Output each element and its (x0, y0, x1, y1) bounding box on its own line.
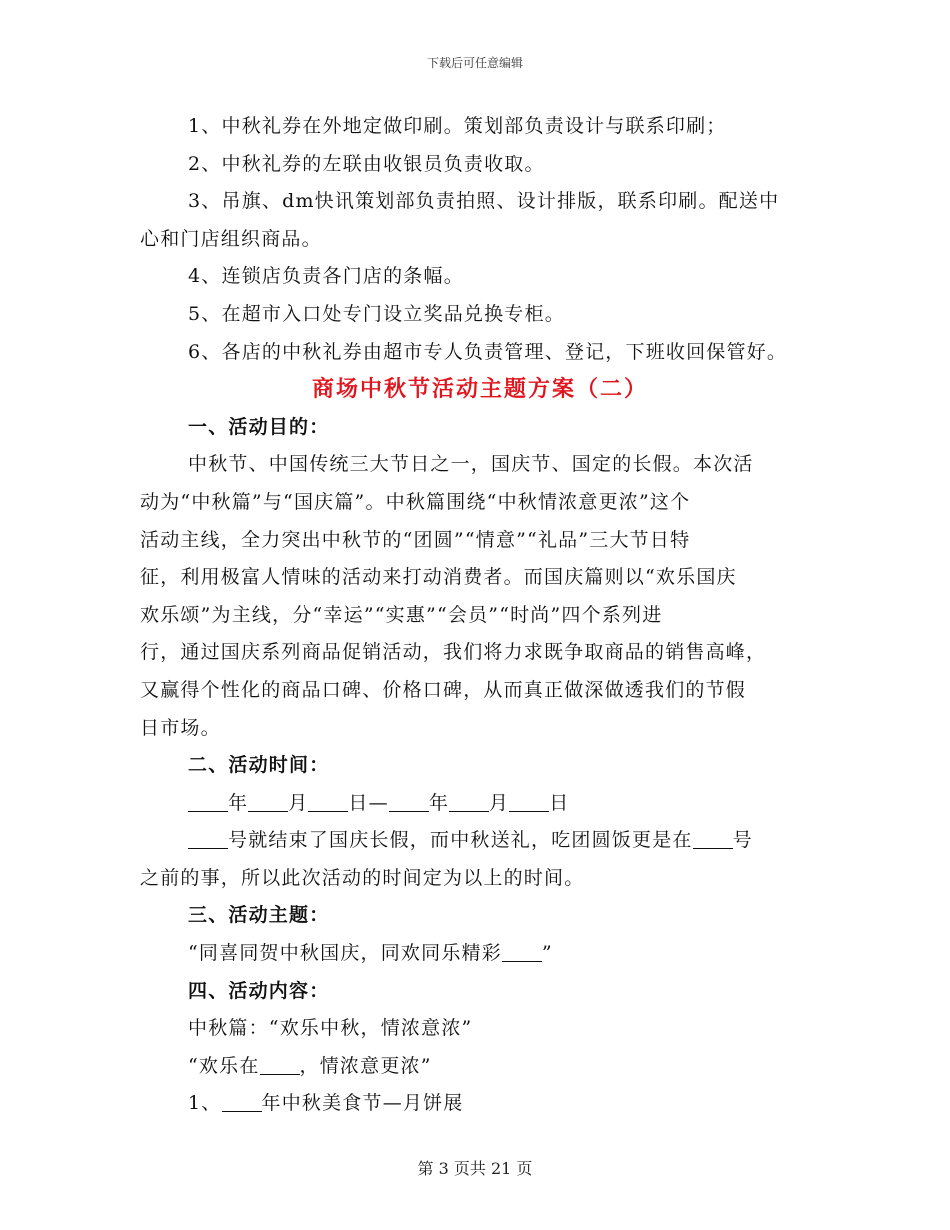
blank-underline (389, 793, 429, 812)
theme-line (140, 935, 820, 973)
date-part: 日— (348, 791, 389, 814)
blank-underline (502, 943, 542, 962)
paragraph-line (140, 822, 820, 860)
list-item: 3、吊旗、dm快讯策划部负责拍照、设计排版，联系印刷。配送中 (188, 190, 780, 213)
date-part: 日 (549, 791, 570, 814)
blank-underline (188, 793, 228, 812)
text-fragment: 年中秋美食节—月饼展 (261, 1092, 464, 1115)
date-part: 月 (288, 791, 309, 814)
paragraph-line: 征，利用极富人情味的活动来打动消费者。而国庆篇则以“欢乐国庆 (140, 566, 737, 589)
list-item: 6、各店的中秋礼券由超市专人负责管理、登记，下班收回保管好。 (188, 340, 788, 363)
section-heading: 二、活动时间： (188, 754, 330, 777)
paragraph-line: 之前的事，所以此次活动的时间定为以上的时间。 (140, 866, 585, 889)
text-fragment: “欢乐在 (188, 1054, 260, 1077)
date-range-line (140, 785, 820, 823)
text-fragment: “同喜同贺中秋国庆，同欢同乐精彩 (188, 942, 502, 965)
page-footer: 第 3 页共 21 页 (417, 1159, 533, 1178)
list-item: 5、在超市入口处专门设立奖品兑换专柜。 (188, 302, 565, 325)
blank-underline (693, 830, 733, 849)
blank-underline (188, 830, 228, 849)
section-heading: 一、活动目的： (188, 415, 330, 438)
paragraph-line: 欢乐颂”为主线，分“幸运”“实惠”“会员”“时尚”四个系列进 (140, 603, 663, 626)
paragraph-line: 动为“中秋篇”与“国庆篇”。中秋篇围绕“中秋情浓意更浓”这个 (140, 490, 691, 513)
paragraph-line: 中秋篇：“欢乐中秋，情浓意浓” (188, 1017, 473, 1040)
section-heading: 三、活动主题： (188, 904, 330, 927)
list-item: 2、中秋礼券的左联由收银员负责收取。 (188, 152, 545, 175)
blank-underline (449, 793, 489, 812)
date-part: 月 (489, 791, 510, 814)
text-fragment: 1、 (188, 1092, 222, 1115)
text-fragment: 号 (732, 829, 753, 852)
paragraph-line: 日市场。 (140, 716, 221, 739)
section-heading: 四、活动内容： (188, 979, 330, 1002)
blank-underline (308, 793, 348, 812)
page-header: 下载后可任意编辑 (426, 56, 523, 70)
list-item: 1、中秋礼券在外地定做印刷。策划部负责设计与联系印刷； (188, 115, 727, 137)
paragraph-line: 中秋节、中国传统三大节日之一，国庆节、国定的长假。本次活 (188, 453, 754, 476)
blank-underline (222, 1093, 262, 1112)
document-body (140, 108, 820, 1123)
date-part: 年 (428, 791, 450, 814)
date-part: 年 (228, 791, 249, 814)
document-title: 商场中秋节活动主题方案（二） (311, 376, 648, 403)
blank-underline (260, 1056, 300, 1075)
paragraph-line (140, 1085, 820, 1123)
paragraph-line (140, 1048, 820, 1086)
paragraph-line: 活动主线，全力突出中秋节的“团圆”“情意”“礼品”三大节日特 (140, 528, 691, 551)
paragraph-line: 又赢得个性化的商品口碑、价格口碑，从而真正做深做透我们的节假 (140, 678, 747, 701)
text-fragment: ，情浓意更浓” (299, 1054, 432, 1077)
text-fragment: 号就结束了国庆长假，而中秋送礼，吃团圆饭更是在 (228, 829, 693, 852)
list-item: 4、连锁店负责各门店的条幅。 (188, 265, 464, 288)
paragraph-line: 行，通过国庆系列商品促销活动，我们将力求既争取商品的销售高峰， (140, 641, 767, 664)
text-fragment: ” (541, 942, 553, 965)
list-item-continuation: 心和门店组织商品。 (140, 227, 322, 250)
blank-underline (509, 793, 549, 812)
blank-underline (248, 793, 288, 812)
